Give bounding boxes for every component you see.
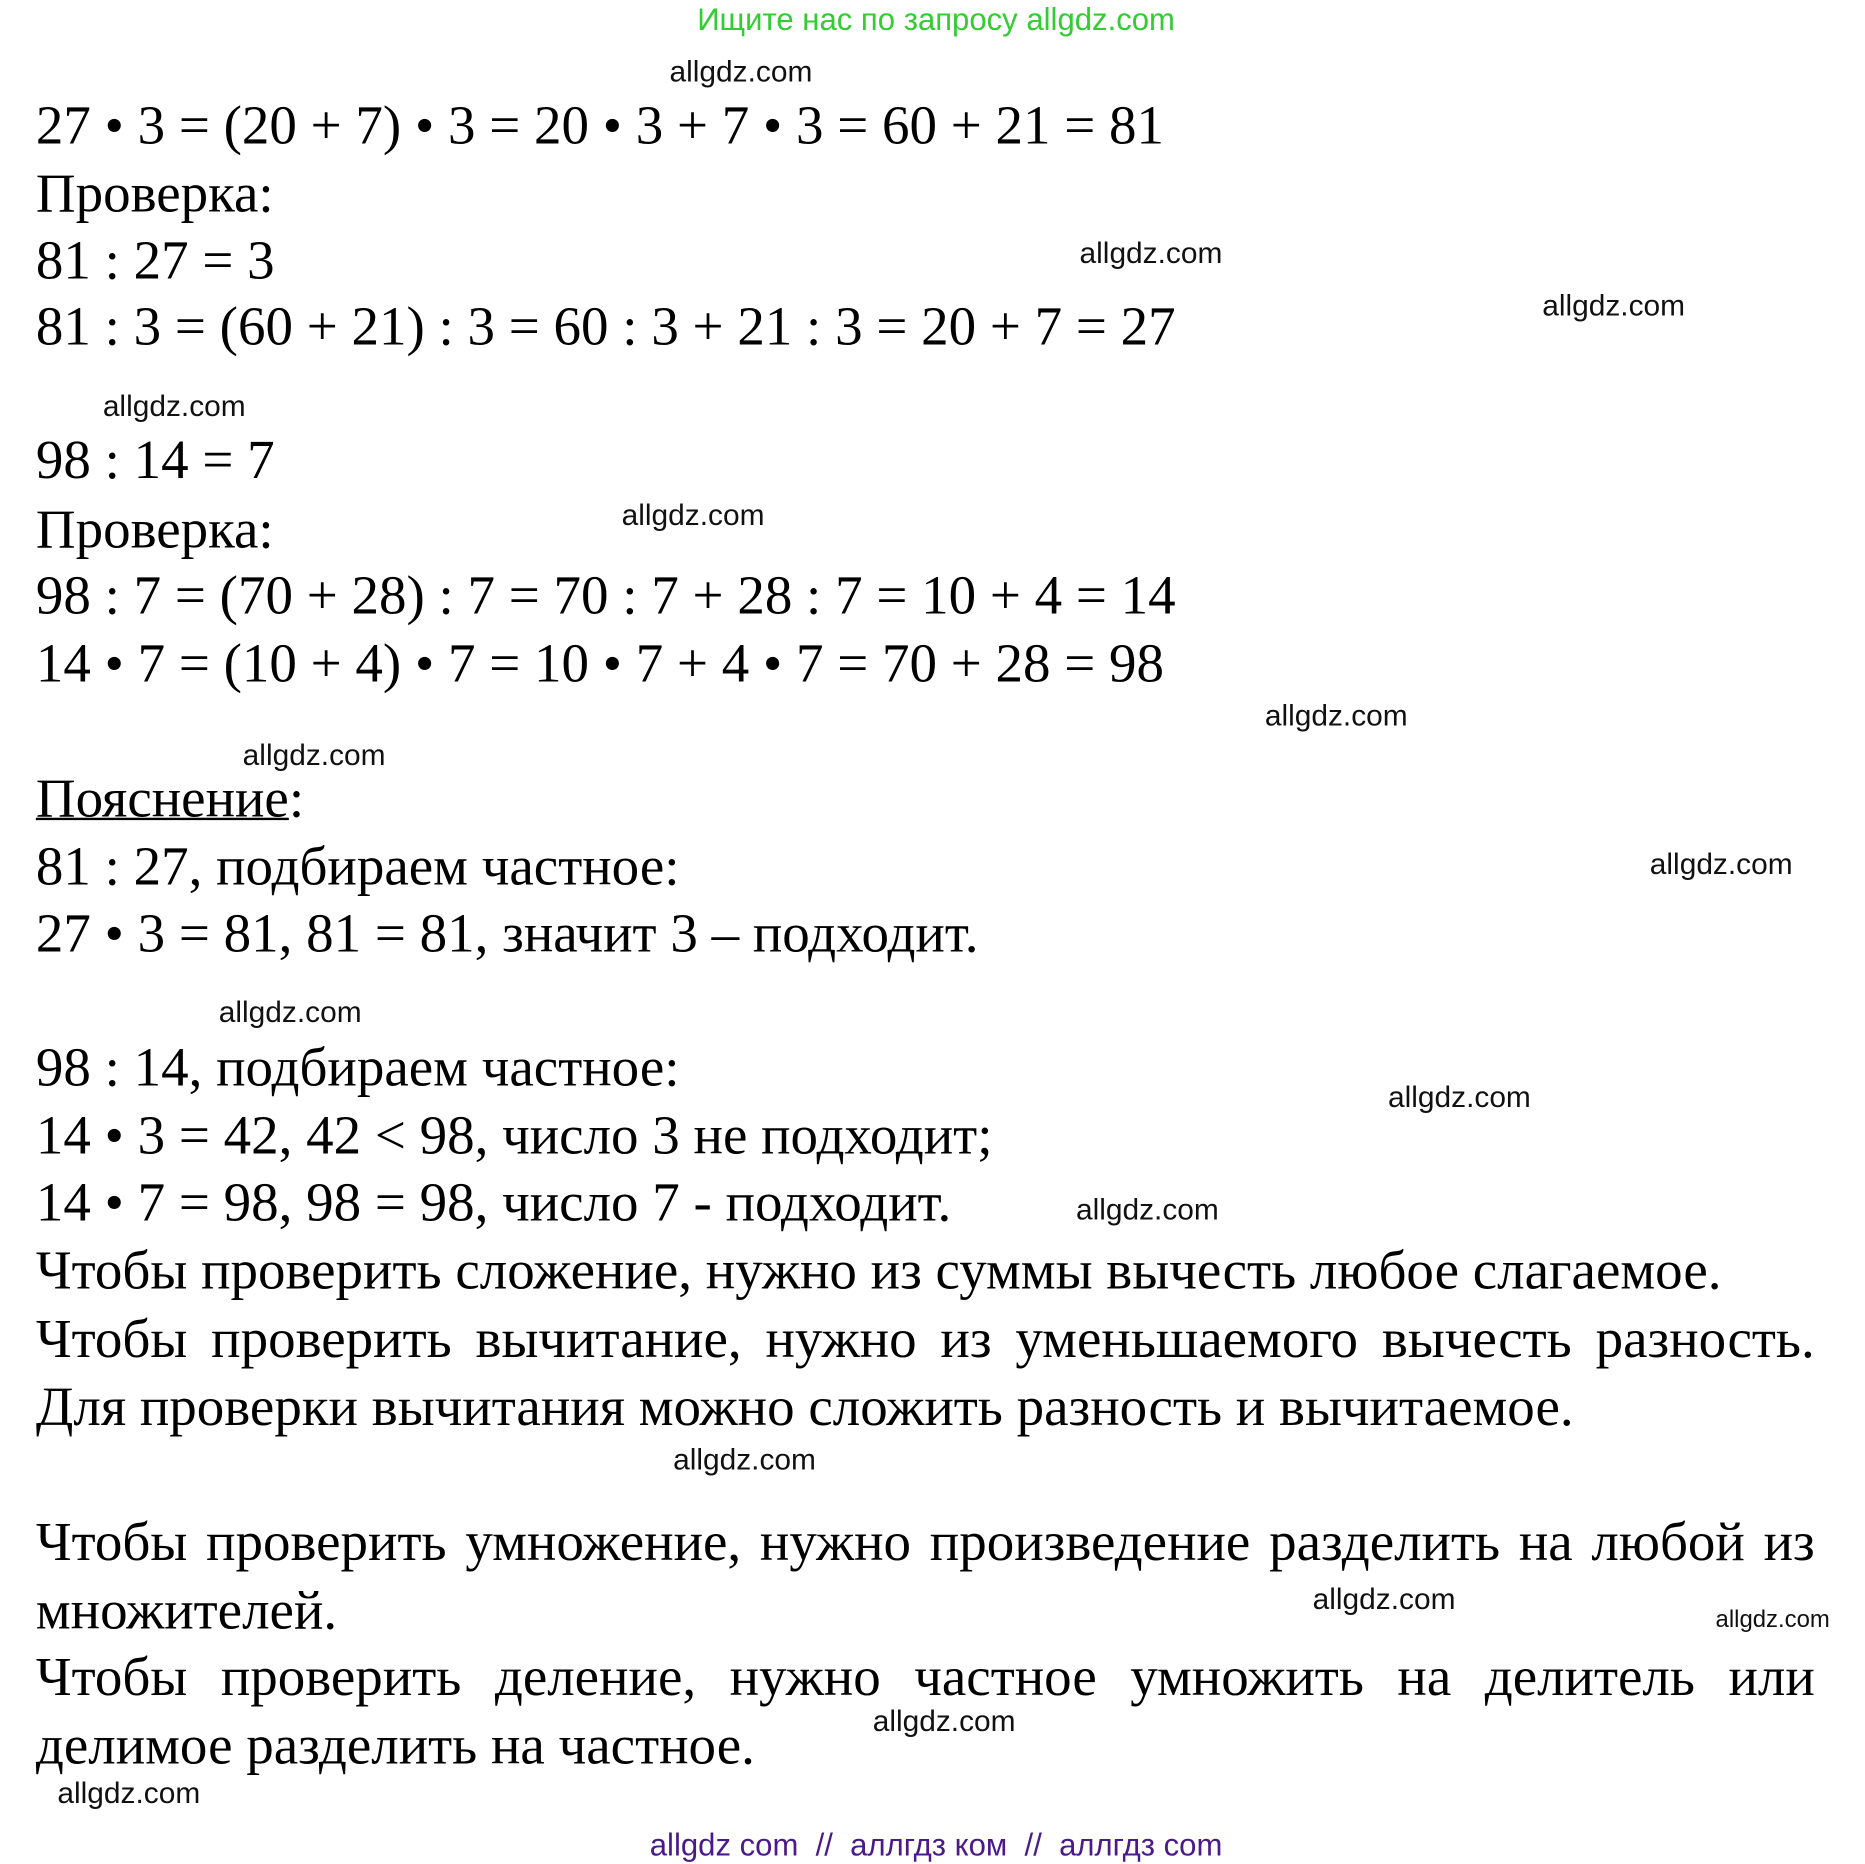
explanation-heading bbox=[36, 765, 304, 832]
watermark: allgdz.com bbox=[242, 738, 386, 773]
footer-links: allgdz com // аллгдз ком // аллгдз com bbox=[649, 1826, 1223, 1863]
check-label: Проверка: bbox=[35, 162, 274, 224]
watermark: allgdz.com bbox=[102, 389, 246, 424]
explanation-line: 14 • 3 = 42, 42 < 98, число 3 не подходит; bbox=[35, 1104, 993, 1166]
watermark: allgdz.com bbox=[1542, 289, 1686, 323]
equation-line: 98 : 14 = 7 bbox=[35, 429, 275, 491]
watermark: allgdz.com bbox=[669, 54, 813, 89]
equation-line: 81 : 3 = (60 + 21) : 3 = 60 : 3 + 21 : 3 = 20 + 7 = 27 bbox=[35, 295, 1176, 357]
watermark: allgdz.com bbox=[872, 1704, 1016, 1739]
watermark: allgdz.com bbox=[621, 498, 765, 532]
watermark: allgdz.com bbox=[1079, 236, 1223, 271]
explanation-line: 98 : 14, подбираем частное: bbox=[35, 1036, 680, 1098]
equation-line: 98 : 7 = (70 + 28) : 7 = 70 : 7 + 28 : 7 = 10 + 4 = 14 bbox=[35, 564, 1176, 626]
check-label: Проверка: bbox=[35, 498, 274, 560]
header-banner: Ищите нас по запросу allgdz.com bbox=[697, 1, 1175, 38]
rule-division: Чтобы проверить деление, нужно частное умножить на делитель или делимое разделить на частное. bbox=[35, 1646, 1815, 1775]
rule-addition: Чтобы проверить сложение, нужно из суммы вычесть любое слагаемое. bbox=[35, 1239, 1722, 1301]
watermark: allgdz.com bbox=[673, 1442, 816, 1477]
watermark: allgdz.com bbox=[1075, 1193, 1219, 1227]
watermark: allgdz.com bbox=[1264, 699, 1408, 733]
rule-subtraction: Чтобы проверить вычитание, нужно из уменьшаемого вычесть разность. Для проверки вычитания можно сложить разность и вычитаемое. bbox=[35, 1307, 1815, 1437]
explanation-line: 14 • 7 = 98, 98 = 98, число 7 - подходит. bbox=[35, 1171, 952, 1233]
explanation-heading-colon: : bbox=[288, 767, 305, 829]
equation-line: 81 : 27 = 3 bbox=[35, 229, 275, 291]
watermark: allgdz.com bbox=[1715, 1606, 1830, 1634]
equation-line: 27 • 3 = (20 + 7) • 3 = 20 • 3 + 7 • 3 = 60 + 21 = 81 bbox=[35, 94, 1165, 156]
explanation-heading-text: Пояснение bbox=[35, 767, 289, 829]
watermark: allgdz.com bbox=[1387, 1080, 1531, 1115]
explanation-line: 27 • 3 = 81, 81 = 81, значит 3 – подходит. bbox=[35, 902, 979, 964]
rule-multiplication: Чтобы проверить умножение, нужно произведение разделить на любой из множителей. bbox=[35, 1511, 1815, 1640]
watermark: allgdz.com bbox=[1649, 847, 1793, 882]
watermark: allgdz.com bbox=[1312, 1582, 1456, 1617]
equation-line: 14 • 7 = (10 + 4) • 7 = 10 • 7 + 4 • 7 = 70 + 28 = 98 bbox=[35, 632, 1165, 694]
watermark: allgdz.com bbox=[57, 1776, 201, 1810]
explanation-line: 81 : 27, подбираем частное: bbox=[35, 835, 680, 897]
watermark: allgdz.com bbox=[218, 995, 362, 1030]
